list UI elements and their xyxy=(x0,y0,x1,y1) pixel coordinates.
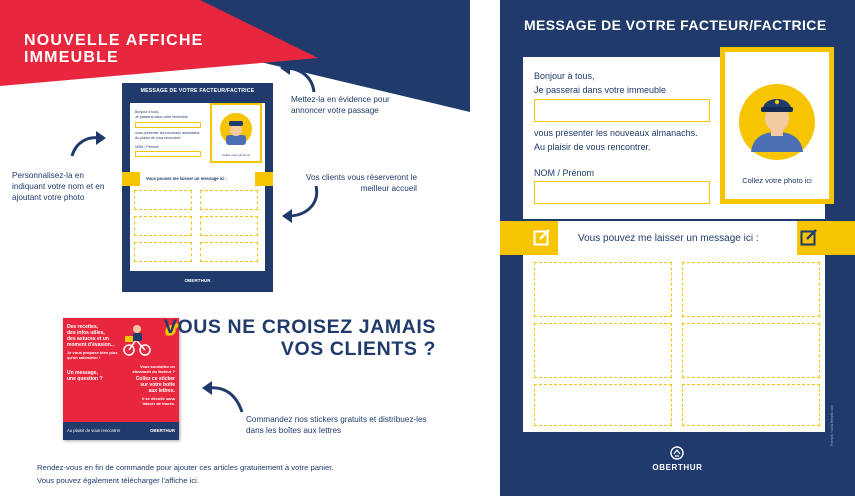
poster-greeting: Bonjour à tous, xyxy=(534,71,595,81)
postman-avatar-icon xyxy=(737,82,817,162)
mini-greeting: Bonjour à tous, xyxy=(135,110,160,114)
poster-message-box xyxy=(682,384,820,426)
section-title-line-2: VOS CLIENTS ? xyxy=(280,338,436,360)
poster-credit: Freepik / www.freepik.com xyxy=(830,405,834,447)
page-title: NOUVELLE AFFICHE IMMEUBLE xyxy=(24,32,204,66)
mini-poster[interactable] xyxy=(122,83,273,292)
sticker-right-line-2: almanach du facteur ? xyxy=(132,369,175,374)
sticker-right-line-1: Vous souhaitez un xyxy=(139,364,175,369)
sticker-left-line-2: des infos utiles, xyxy=(67,330,105,336)
mini-line-plaisir: Au plaisir de vous rencontrer. xyxy=(135,136,182,140)
note-accueil: Vos clients vous réserveront le meilleur accueil xyxy=(305,173,417,193)
poster-logo: OBERTHUR xyxy=(652,463,703,472)
mini-photo-box xyxy=(210,103,262,163)
sticker-logo: OBERTHUR xyxy=(150,428,175,433)
footer-line-2[interactable]: Vous pouvez également télécharger l'affiche ici. xyxy=(37,476,200,485)
section-title xyxy=(160,316,436,360)
mini-message-box xyxy=(200,242,258,262)
mini-photo-caption: Collez votre photo ici xyxy=(222,153,250,157)
mini-message-area xyxy=(130,186,265,271)
sticker-left-line-5: Je vous propose bien plus xyxy=(67,350,118,355)
note-stickers: Commandez nos stickers gratuits et distribuez-les dans les boîtes aux lettres xyxy=(246,415,427,435)
edit-icon xyxy=(800,228,818,246)
mini-message-box xyxy=(134,242,192,262)
sticker-right-line-3: Collez ce sticker xyxy=(135,376,175,382)
mini-message-label: Vous pouvez me laisser un message ici : xyxy=(146,176,227,181)
arrow-icon xyxy=(278,58,318,94)
poster-line-present: vous présenter les nouveaux almanachs. xyxy=(534,128,698,138)
poster-line-pass: Je passerai dans votre immeuble xyxy=(534,85,667,95)
arrow-icon xyxy=(68,128,108,158)
poster-field-1[interactable] xyxy=(534,99,710,122)
mini-message-box xyxy=(200,216,258,236)
mini-field-2 xyxy=(135,151,201,157)
sticker-right-line-5: aux lettres. xyxy=(148,388,175,394)
mini-message-box xyxy=(200,190,258,210)
mini-line-pass: Je passerai dans votre immeuble xyxy=(135,115,188,119)
arrow-icon xyxy=(200,372,246,416)
sticker-right-line-4: sur votre boîte xyxy=(140,382,175,388)
note-personnalisez: Personnalisez-la en indiquant votre nom et en ajoutant votre photo xyxy=(12,171,105,202)
sticker-question-2: une question ? xyxy=(67,376,103,382)
poster-field-nom[interactable] xyxy=(534,181,710,204)
poster-title: MESSAGE DE VOTRE FACTEUR/FACTRICE xyxy=(524,17,827,33)
poster-message-box xyxy=(682,323,820,378)
section-title-line-1: VOUS NE CROISEZ JAMAIS xyxy=(163,316,436,338)
poster-message-label: Vous pouvez me laisser un message ici : xyxy=(578,233,759,244)
poster-line-plaisir: Au plaisir de vous rencontrer. xyxy=(534,142,651,152)
sticker-footer: Au plaisir de vous rencontrer xyxy=(67,428,121,433)
poster-message-box xyxy=(534,262,672,317)
mini-message-box xyxy=(134,190,192,210)
note-evidence: Mettez-la en évidence pour annoncer votre passage xyxy=(291,95,390,115)
footer-line-1: Rendez-vous en fin de commande pour ajouter ces articles gratuitement à votre panier. xyxy=(37,463,334,472)
poster-message-box xyxy=(534,323,672,378)
poster-photo-caption: Collez votre photo ici xyxy=(742,176,812,185)
logo-icon xyxy=(670,446,684,460)
poster-message-box xyxy=(682,262,820,317)
sticker-left-line-4: moment d'évasion... xyxy=(67,342,115,348)
edit-icon xyxy=(533,228,551,246)
sticker-right-line-6: Il se décolle sans xyxy=(142,396,175,401)
sticker-left-line-3: des astuces et un xyxy=(67,336,109,342)
poster-photo-box[interactable] xyxy=(720,47,834,204)
sticker-right-line-7: laisser de traces. xyxy=(142,401,175,406)
sticker-question-1: Un message, xyxy=(67,370,98,376)
mini-message-box xyxy=(134,216,192,236)
mini-logo: OBERTHUR xyxy=(184,278,211,283)
mini-line-present: vous présenter les nouveaux almanachs. xyxy=(135,131,201,135)
postman-avatar-icon xyxy=(212,109,260,149)
mini-poster-title: MESSAGE DE VOTRE FACTEUR/FACTRICE xyxy=(140,88,255,94)
sticker-left-line-6: qu'un calendrier ! xyxy=(67,355,101,360)
poster-line-nom: NOM / Prénom xyxy=(534,168,595,178)
poster-message-box xyxy=(534,384,672,426)
mini-line-nom: NOM / Prénom xyxy=(135,145,159,149)
postman-bike-icon xyxy=(121,322,151,356)
sticker-left-line-1: Des recettes, xyxy=(67,324,99,330)
mini-field-1 xyxy=(135,122,201,128)
